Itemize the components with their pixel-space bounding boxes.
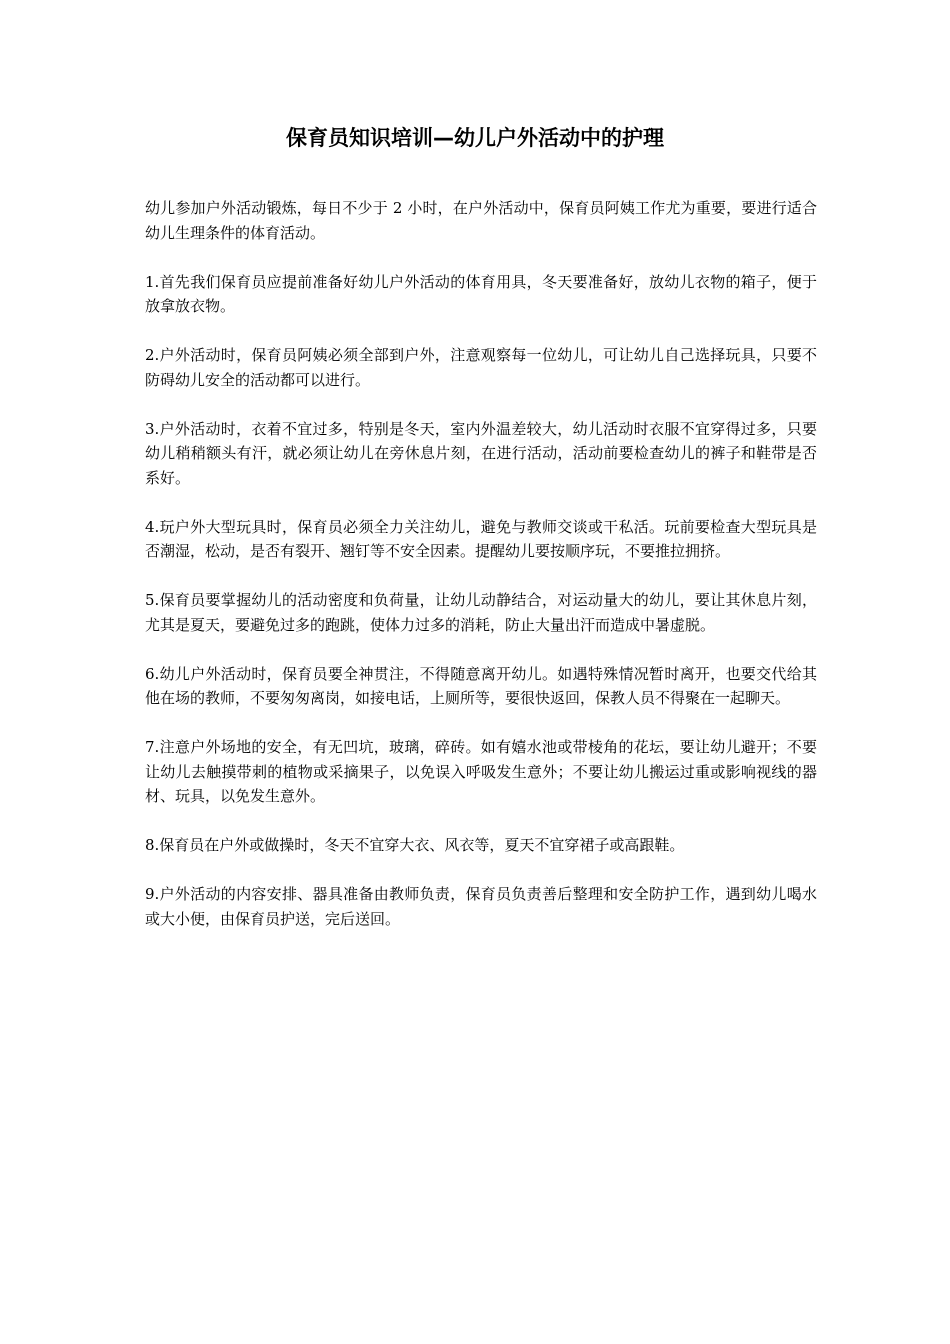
document-title: 保育员知识培训—幼儿户外活动中的护理 xyxy=(286,126,664,150)
paragraph-item-5: 5.保育员要掌握幼儿的活动密度和负荷量，让幼儿动静结合，对运动量大的幼儿，要让其休息片刻，尤其是夏天，要避免过多的跑跳，使体力过多的消耗，防止大量出汗而造成中暑虚脱。 xyxy=(145,591,817,634)
paragraph-intro: 幼儿参加户外活动锻炼，每日不少于 2 小时，在户外活动中，保育员阿姨工作尤为重要，要进行适合幼儿生理条件的体育活动。 xyxy=(145,199,817,242)
paragraph-item-7: 7.注意户外场地的安全，有无凹坑，玻璃，碎砖。如有嬉水池或带棱角的花坛，要让幼儿避开；不要让幼儿去触摸带刺的植物或采摘果子，以免误入呼吸发生意外；不要让幼儿搬运过重或影响视线的器材、玩具，以免发生意外。 xyxy=(145,738,817,805)
paragraph-item-2: 2.户外活动时，保育员阿姨必须全部到户外，注意观察每一位幼儿，可让幼儿自己选择玩具，只要不防碍幼儿安全的活动都可以进行。 xyxy=(145,346,817,389)
paragraph-item-6: 6.幼儿户外活动时，保育员要全神贯注，不得随意离开幼儿。如遇特殊情况暂时离开，也要交代给其他在场的教师，不要匆匆离岗，如接电话，上厕所等，要很快返回，保教人员不得聚在一起聊天。 xyxy=(145,664,817,707)
paragraph-item-8: 8.保育员在户外或做操时，冬天不宜穿大衣、风衣等，夏天不宜穿裙子或高跟鞋。 xyxy=(145,836,685,854)
paragraph-item-4: 4.玩户外大型玩具时，保育员必须全力关注幼儿，避免与教师交谈或干私活。玩前要检查大型玩具是否潮湿，松动，是否有裂开、翘钉等不安全因素。提醒幼儿要按顺序玩，不要推拉拥挤。 xyxy=(145,517,817,560)
document-body xyxy=(145,196,817,956)
paragraph-item-9: 9.户外活动的内容安排、器具准备由教师负责，保育员负责善后整理和安全防护工作，遇到幼儿喝水或大小便，由保育员护送，完后送回。 xyxy=(145,885,817,928)
paragraph-item-3: 3.户外活动时，衣着不宜过多，特别是冬天，室内外温差较大，幼儿活动时衣服不宜穿得过多，只要幼儿稍稍额头有汗，就必须让幼儿在旁休息片刻，在进行活动，活动前要检查幼儿的裤子和鞋带是否系好。 xyxy=(145,419,817,487)
paragraph-item-1: 1.首先我们保育员应提前准备好幼儿户外活动的体育用具，冬天要准备好，放幼儿衣物的箱子，便于放拿放衣物。 xyxy=(145,272,817,315)
